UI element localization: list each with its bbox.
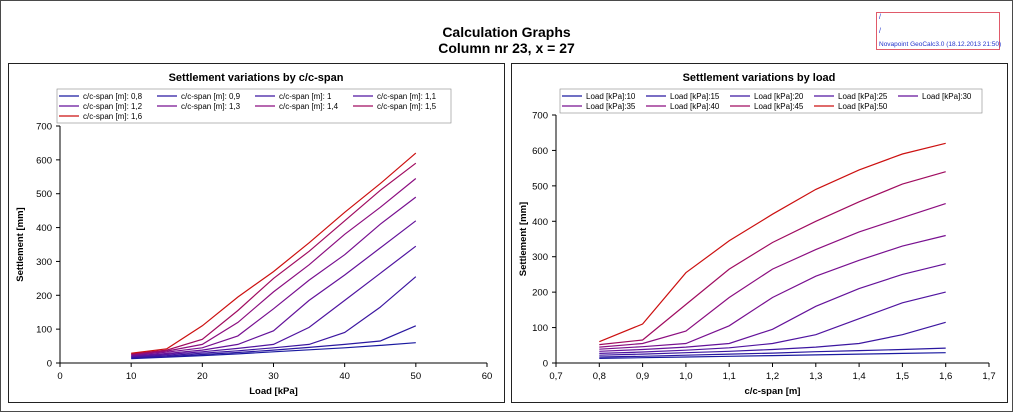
legend-label: Load [kPa]:45 <box>754 102 804 111</box>
legend-label: c/c-span [m]: 1,4 <box>279 102 339 111</box>
x-tick-label: 1,7 <box>982 371 996 382</box>
series-line <box>131 163 416 354</box>
stamp-mark-top: / <box>879 14 881 21</box>
y-tick-label: 300 <box>36 256 52 268</box>
chart-title: Settlement variations by c/c-span <box>168 72 344 84</box>
legend-label: c/c-span [m]: 1 <box>279 92 332 101</box>
x-tick-label: 60 <box>481 371 493 382</box>
series-line <box>131 246 416 356</box>
legend-label: c/c-span [m]: 1,1 <box>377 92 437 101</box>
chart-panel-right <box>511 63 1008 403</box>
y-tick-label: 100 <box>532 323 548 335</box>
chart-panel-left <box>8 63 505 403</box>
x-tick-label: 1,0 <box>679 371 693 382</box>
series-line <box>599 172 945 345</box>
legend-label: Load [kPa]:15 <box>670 92 720 101</box>
y-axis-label: Settlement [mm] <box>15 207 26 282</box>
y-tick-label: 600 <box>532 145 548 157</box>
x-tick-label: 20 <box>197 371 208 382</box>
chart-cc-span <box>9 64 504 402</box>
legend-label: Load [kPa]:40 <box>670 102 720 111</box>
series-line <box>131 179 416 355</box>
x-tick-label: 1,3 <box>809 371 823 382</box>
x-tick-label: 1,1 <box>722 371 736 382</box>
y-tick-label: 100 <box>36 324 52 336</box>
stamp-mark-mid: / <box>879 28 881 35</box>
chart-title: Settlement variations by load <box>682 72 836 84</box>
legend-label: Load [kPa]:25 <box>838 92 888 101</box>
series-line <box>131 277 416 358</box>
y-tick-label: 600 <box>36 155 52 167</box>
series-line <box>599 292 945 353</box>
legend-label: Load [kPa]:10 <box>586 92 636 101</box>
y-tick-label: 700 <box>36 121 52 133</box>
legend-label: c/c-span [m]: 1,2 <box>83 102 143 111</box>
x-tick-label: 0,9 <box>635 371 650 382</box>
x-axis-label: c/c-span [m] <box>744 386 801 397</box>
x-tick-label: 10 <box>125 371 137 382</box>
page-subtitle: Column nr 23, x = 27 <box>438 40 575 56</box>
series-line <box>131 197 416 355</box>
y-axis-label: Settlement [mm] <box>518 201 529 277</box>
y-tick-label: 500 <box>532 181 548 193</box>
software-stamp <box>876 12 1000 50</box>
x-tick-label: 50 <box>410 371 422 382</box>
legend-label: Load [kPa]:50 <box>838 102 888 111</box>
legend-label: c/c-span [m]: 1,3 <box>181 102 241 111</box>
y-tick-label: 700 <box>532 110 548 122</box>
x-tick-label: 0 <box>57 371 63 382</box>
x-tick-label: 1,2 <box>765 371 780 382</box>
legend-label: c/c-span [m]: 1,5 <box>377 102 437 111</box>
stamp-text: Novapoint GeoCalc3.0 (18.12.2013 21:50) <box>879 41 1002 48</box>
x-tick-label: 1,4 <box>852 371 866 382</box>
legend-label: c/c-span [m]: 0,8 <box>83 92 143 101</box>
y-tick-label: 400 <box>36 223 52 235</box>
chart-load <box>512 64 1007 402</box>
x-tick-label: 40 <box>339 371 350 382</box>
x-tick-label: 1,6 <box>939 371 953 382</box>
y-tick-label: 500 <box>36 189 52 201</box>
y-tick-label: 400 <box>532 216 548 228</box>
page-title: Calculation Graphs <box>442 24 571 40</box>
legend-label: Load [kPa]:35 <box>586 102 636 111</box>
legend-label: c/c-span [m]: 0,9 <box>181 92 241 101</box>
series-line <box>599 264 945 352</box>
y-tick-label: 300 <box>532 252 548 264</box>
series-line <box>599 204 945 348</box>
y-tick-label: 0 <box>46 358 52 370</box>
legend-label: Load [kPa]:20 <box>754 92 804 101</box>
x-tick-label: 1,5 <box>895 371 910 382</box>
series-line <box>131 221 416 356</box>
legend-label: Load [kPa]:30 <box>922 92 972 101</box>
y-tick-label: 0 <box>542 358 548 370</box>
x-tick-label: 0,7 <box>549 371 563 382</box>
legend-label: c/c-span [m]: 1,6 <box>83 112 143 121</box>
y-tick-label: 200 <box>36 290 52 302</box>
x-tick-label: 0,8 <box>592 371 606 382</box>
x-axis-label: Load [kPa] <box>249 386 298 397</box>
y-tick-label: 200 <box>532 287 548 299</box>
x-tick-label: 30 <box>268 371 279 382</box>
